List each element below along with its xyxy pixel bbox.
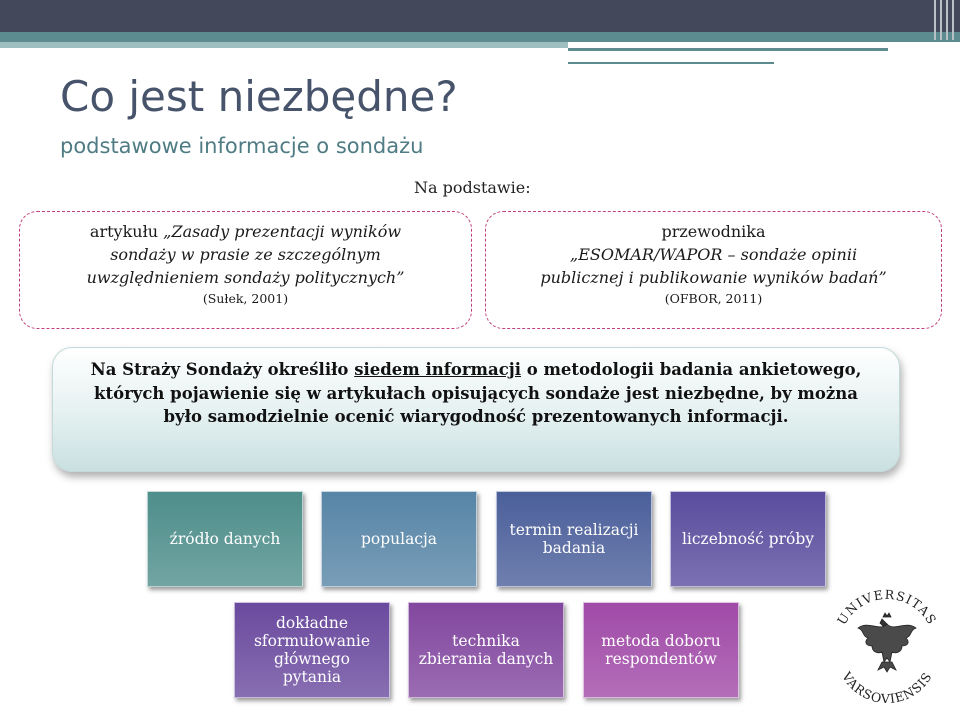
- source-prefix: przewodnika: [661, 222, 766, 241]
- tile-label: dokładne sformułowanie głównego pytania: [253, 614, 371, 686]
- header-corner-lines: [932, 0, 960, 32]
- source-prefix: artykułu: [89, 222, 164, 241]
- tile-label: źródło danych: [169, 530, 281, 548]
- svg-text:UNIVERSITAS: UNIVERSITAS: [834, 586, 940, 628]
- source-title-line: „Zasady prezentacji wyników: [163, 222, 402, 241]
- statement-text: o metodologii badania ankietowego, których pojawienie się w artykułach opisujących sondaże jest niezbędne, by można było samodzielnie ocenić wiarygodność prezentowanych informacji.: [94, 360, 862, 426]
- source-citation: (OFBOR, 2011): [664, 291, 763, 306]
- key-statement-box: [52, 347, 900, 472]
- tile-label: populacja: [360, 530, 438, 548]
- source-citation: (Sułek, 2001): [202, 291, 289, 306]
- tile-label: liczebność próby: [681, 530, 815, 548]
- tile-fieldwork-date: [496, 491, 652, 587]
- header-line: [568, 48, 888, 51]
- source-box-guide: [485, 211, 942, 329]
- source-text: [30, 220, 461, 289]
- header-line: [568, 62, 774, 64]
- header-light-bar: [0, 42, 568, 48]
- tile-population: [321, 491, 477, 587]
- slide-subtitle: podstawowe informacje o sondażu: [60, 134, 424, 158]
- source-title-line: publicznej i publikowanie wyników badań”: [540, 268, 887, 287]
- tile-sample-size: [670, 491, 826, 587]
- statement-emphasis: siedem informacji: [354, 360, 521, 379]
- slide-title: Co jest niezbędne?: [60, 72, 458, 121]
- tile-data-source: [147, 491, 303, 587]
- tile-sampling-method: [583, 602, 739, 698]
- eagle-emblem-icon: [858, 613, 916, 672]
- source-text: [496, 220, 931, 289]
- header-bar: [0, 0, 960, 32]
- source-title-line: „ESOMAR/WAPOR – sondaże opinii: [569, 245, 858, 264]
- tile-question-wording: [234, 602, 390, 698]
- basis-label: Na podstawie:: [414, 178, 531, 197]
- statement-text: Na Straży Sondaży określiło: [90, 360, 355, 379]
- tile-label: technika zbierania danych: [418, 632, 554, 668]
- tile-label: metoda doboru respondentów: [601, 632, 721, 668]
- tile-data-collection: [408, 602, 564, 698]
- svg-text:VARSOVIENSIS: VARSOVIENSIS: [839, 669, 935, 707]
- header-accent-bar: [0, 32, 960, 42]
- source-box-article: [19, 211, 472, 329]
- source-title-line: sondaży w prasie ze szczególnym: [110, 245, 381, 264]
- tile-label: termin realizacji badania: [509, 521, 639, 557]
- source-title-line: uwzględnieniem sondaży politycznych”: [86, 268, 405, 287]
- university-logo: [828, 580, 946, 712]
